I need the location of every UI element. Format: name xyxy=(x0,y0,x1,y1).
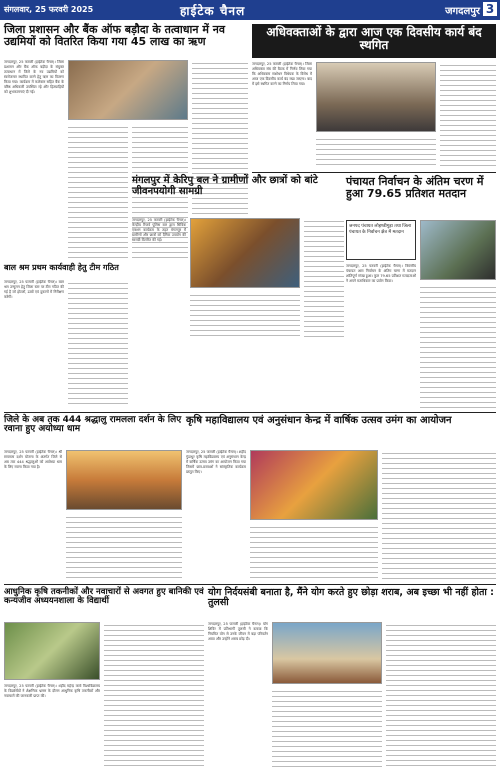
story7-body-col3 xyxy=(382,450,496,580)
story9-photo xyxy=(272,622,382,684)
story2-body: जगदलपुर, 25 फरवरी (हाईटेक चैनल)। जिला अधिवक्ता संघ की बैठक में निर्णय लिया गया कि अधिवक्ता संशोधन विधेयक के विरोध में आज एक दिवसीय कार्य बंद रखा जाएगा। बाद में इसे स्थगित करने का निर्णय लिया गया। xyxy=(252,62,312,86)
story3-headline: बाल श्रम प्रथम कार्यवाही हेतु टीम गठित xyxy=(4,263,119,272)
story8-body: जगदलपुर, 25 फरवरी (हाईटेक चैनल)। शहीद महेन्द्र कर्मा विश्वविद्यालय के विद्यार्थियों ने शैक्षणिक भ्रमण के दौरान आधुनिक कृषि तकनीकों और नवाचारों की जानकारी प्राप्त की। xyxy=(4,684,100,698)
story7-body-col2 xyxy=(250,524,378,580)
story3-body: जगदलपुर, 25 फरवरी (हाईटेक चैनल)। बाल श्रम उन्मूलन हेतु जिला स्तर पर टीम गठित की गई है जो होटलों, ढाबों एवं दुकानों में निरीक्षण करेगी। xyxy=(4,280,64,299)
story4-body: जगदलपुर, 25 फरवरी (हाईटेक चैनल)। केन्द्रीय रिजर्व पुलिस बल द्वारा सिविक एक्शन कार्यक्रम के तहत मंगलपुर में ग्रामीणों और छात्रों को दैनिक उपयोग की सामग्री वितरित की गई। xyxy=(132,218,186,242)
issue-date: संगलवार, 25 फरवरी 2025 xyxy=(4,5,94,14)
story4-headline: मंगलपुर में केरिपु बल ने ग्रामीणों और छात्रों को बांटे जीवनपयोगी सामग्री xyxy=(132,175,318,197)
story5-headline: पंचायत निर्वाचन के अंतिम चरण में हुआ 79.65 प्रतिशत मतदान xyxy=(346,175,484,200)
story5-photo xyxy=(420,220,496,280)
divider xyxy=(252,172,496,173)
page-number: 3 xyxy=(483,2,497,16)
paper-title: हाईटेक चैनल xyxy=(180,4,246,18)
story4-body-col3 xyxy=(190,292,300,338)
story3-body-col2 xyxy=(68,280,128,408)
story6-headline: जिले के अब तक 444 श्रद्धालु रामलला दर्शन के लिए रवाना हुए अयोध्या धाम xyxy=(4,415,182,435)
masthead xyxy=(0,0,500,20)
story8-photo xyxy=(4,622,100,680)
story8-body-col2 xyxy=(104,622,204,770)
story1-photo xyxy=(68,60,188,120)
story2-body-col3 xyxy=(316,136,436,168)
story6-photo xyxy=(66,450,182,510)
story2-photo xyxy=(316,62,436,132)
story9-headline: योग निर्दयसंबी बनाता है, मैंने योग करते हुए छोड़ा शराब, अब इच्छा भी नहीं होता : तुलसी xyxy=(208,587,494,608)
story2-body-col2 xyxy=(440,62,496,168)
divider xyxy=(4,584,496,585)
story5-body-col2 xyxy=(420,284,496,408)
story1-body-col2 xyxy=(68,124,128,260)
story9-body-col2 xyxy=(272,688,382,770)
edition-city: जगदलपुर xyxy=(445,6,480,17)
story6-body: जगदलपुर, 25 फरवरी (हाईटेक चैनल)। श्री रामलला दर्शन योजना के अंतर्गत जिले से अब तक 444 श्रद्धालुओं को अयोध्या धाम के लिए रवाना किया गया है। xyxy=(4,450,62,469)
story6-body-col2 xyxy=(66,514,182,580)
story5-box: जनपद पंचायत लोहण्डीगुड़ा तथा जिला पंचायत के निर्वाचन क्षेत्र में मतदान xyxy=(346,220,416,260)
story1-body: जगदलपुर, 25 फरवरी (हाईटेक चैनल)। जिला प्रशासन और बैंक ऑफ बड़ौदा के संयुक्त तत्वाधान में जिले के नव उद्यमियों को स्वरोजगार स्थापित करने हेतु ऋण का वितरण किया गया। कार्यक्रम में कलेक्टर सहित बैंक के वरिष्ठ अधिकारी उपस्थित रहे और हितग्राहियों को शुभकामनाएं दी गईं। xyxy=(4,60,64,94)
story9-body-col3 xyxy=(386,622,496,770)
divider xyxy=(4,412,496,413)
story9-body: जगदलपुर, 25 फरवरी (हाईटेक चैनल)। योग शिविर में प्रतिभागी तुलसी ने बताया कि नियमित योग से उनके जीवन में बड़ा परिवर्तन आया और उन्होंने शराब छोड़ दी। xyxy=(208,622,268,641)
story7-headline: कृषि महाविद्यालय एवं अनुसंधान केन्द्र में वार्षिक उत्सव उमंग का आयोजन xyxy=(186,415,452,426)
story4-body-col2 xyxy=(304,218,344,338)
story8-headline: आधुनिक कृषि तकनीकों और नवाचारों से अवगत हुए बानिकी एवं कन्यजीव अध्ययनशाला के विद्यार्थी xyxy=(4,587,204,606)
story7-photo xyxy=(250,450,378,520)
story7-body: जगदलपुर, 25 फरवरी (हाईटेक चैनल)। शहीद गुंडाधुर कृषि महाविद्यालय एवं अनुसंधान केन्द्र में वार्षिक उत्सव उमंग का आयोजन किया गया जिसमें छात्र-छात्राओं ने सांस्कृतिक कार्यक्रम प्रस्तुत किए। xyxy=(186,450,246,474)
story1-headline: जिला प्रशासन और बैंक ऑफ बड़ौदा के तत्वाधान में नव उद्यमियों को वितरित किया गया 45 लाख का ऋण xyxy=(4,23,225,48)
story5-body: जगदलपुर, 25 फरवरी (हाईटेक चैनल)। त्रिस्तरीय पंचायत आम निर्वाचन के अंतिम चरण में मतदान शांतिपूर्ण संपन्न हुआ। कुल 79.65 प्रतिशत मतदाताओं ने अपने मताधिकार का प्रयोग किया। xyxy=(346,264,416,283)
story2-headline: अधिवक्ताओं के द्वारा आज एक दिवसीय कार्य बंद स्थगित xyxy=(252,24,496,58)
story4-photo xyxy=(190,218,300,288)
